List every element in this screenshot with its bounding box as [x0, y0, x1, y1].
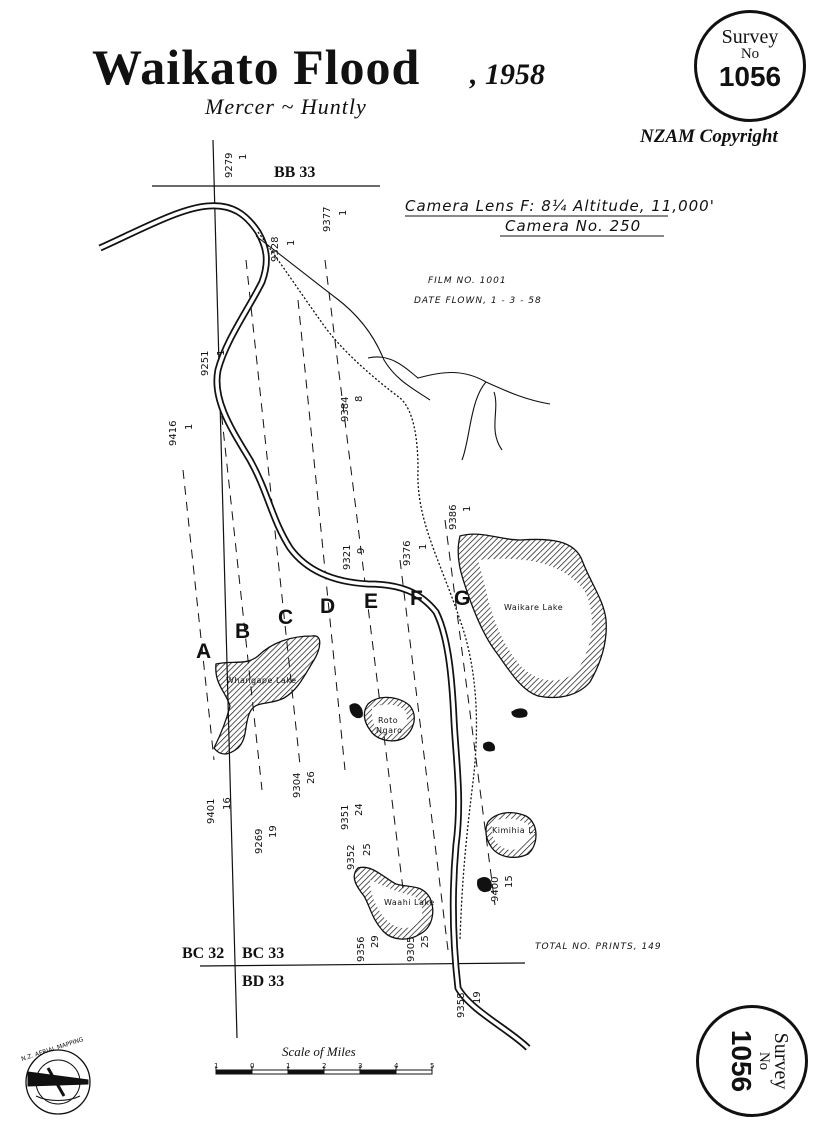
whangape-lake	[214, 636, 320, 754]
waikato-river	[100, 206, 528, 1048]
scale-tick: 2	[322, 1062, 327, 1070]
sheet-label-bc33: BC 33	[242, 945, 285, 962]
copyright-notice: NZAM Copyright	[640, 126, 778, 147]
scale-tick: 5	[430, 1062, 435, 1070]
photo-number: 9352	[346, 844, 357, 870]
film-number: FILM NO. 1001	[428, 276, 507, 286]
survey-word: Survey	[721, 26, 779, 48]
photo-number: 9251	[200, 350, 211, 376]
photo-frame: 29	[370, 935, 381, 948]
place-roto: Roto	[378, 716, 399, 725]
place-waahi-lake: Waahi Lake	[384, 898, 435, 907]
total-prints: TOTAL NO. PRINTS, 149	[535, 942, 662, 952]
photo-frame: 1	[418, 543, 429, 550]
photo-frame: 1	[216, 349, 227, 356]
photo-frame: 1	[286, 239, 297, 246]
place-kimihia-lake: Kimihia L.	[492, 826, 537, 835]
flight-lines	[183, 260, 495, 950]
map-subtitle: Mercer ~ Huntly	[205, 94, 367, 119]
photo-frame: 26	[306, 771, 317, 784]
survey-stamp-bottom	[696, 1005, 808, 1117]
strip-label-a: A	[196, 640, 212, 663]
photo-number: 9351	[340, 804, 351, 830]
photo-frame: 15	[504, 875, 515, 888]
photo-frame: 9	[356, 547, 367, 554]
photo-number: 9401	[206, 798, 217, 824]
scale-tick: 3	[358, 1062, 363, 1070]
grid-line-bottom	[200, 963, 525, 966]
survey-number: 1056	[726, 1029, 757, 1093]
scale-tick: 1	[214, 1062, 219, 1070]
strip-label-b: B	[235, 620, 251, 643]
survey-no: No	[740, 46, 760, 62]
photo-number: 9376	[402, 540, 413, 566]
strip-label-f: F	[410, 587, 423, 610]
flight-line-a	[183, 470, 214, 760]
sheet-label-bc32: BC 32	[182, 945, 225, 962]
photo-number: 9304	[292, 772, 303, 798]
scale-tick: 0	[250, 1062, 255, 1070]
photo-frame: 19	[268, 825, 279, 838]
sheet-label-bd33: BD 33	[242, 973, 285, 990]
photo-frame: 16	[222, 797, 233, 810]
map-title: Waikato Flood	[92, 39, 421, 95]
strip-label-d: D	[320, 595, 336, 618]
sheet-label-bb33: BB 33	[274, 164, 316, 181]
scale-title: Scale of Miles	[282, 1044, 356, 1059]
date-flown: DATE FLOWN, 1 - 3 - 58	[414, 296, 542, 306]
photo-frame: 1	[238, 153, 249, 160]
map-title-year: , 1958	[470, 58, 545, 91]
photo-frame: 1	[462, 505, 473, 512]
small-lake-2	[512, 709, 527, 717]
photo-number: 9377	[322, 206, 333, 232]
survey-stamp-top	[694, 10, 806, 122]
photo-frame: 24	[354, 803, 365, 816]
grid-line-vertical	[213, 140, 237, 1038]
logo-text: N.Z. AERIAL MAPPING	[20, 1036, 85, 1063]
place-ngaro: Ngaro	[376, 726, 403, 735]
camera-number: Camera No. 250	[505, 217, 642, 235]
photo-number: 9416	[168, 420, 179, 446]
flight-line-d	[298, 300, 345, 770]
small-lake-1	[350, 704, 362, 718]
survey-no: No	[756, 1051, 772, 1071]
photo-frame: 25	[420, 935, 431, 948]
scale-tick: 4	[394, 1062, 399, 1070]
photo-number: 9358	[456, 992, 467, 1018]
place-whangape-lake: Whangape Lake	[226, 676, 297, 685]
scale-tick: 1	[286, 1062, 291, 1070]
photo-frame: 1	[338, 209, 349, 216]
strip-label-e: E	[364, 590, 379, 613]
photo-number: 9321	[342, 544, 353, 570]
photo-frame: 19	[472, 991, 483, 1004]
photo-number: 9279	[224, 152, 235, 178]
photo-frame: 8	[354, 395, 365, 402]
photo-number: 9356	[356, 936, 367, 962]
photo-number: 9400	[490, 876, 501, 902]
photo-frame: 25	[362, 843, 373, 856]
photo-number: 9269	[254, 828, 265, 854]
aerial-mapping-logo	[26, 1050, 90, 1114]
place-waikare-lake: Waikare Lake	[504, 603, 564, 612]
strip-label-g: G	[454, 587, 471, 610]
photo-number: 9328	[270, 236, 281, 262]
photo-number: 9305	[406, 936, 417, 962]
photo-number: 9384	[340, 396, 351, 422]
small-lake-4	[484, 742, 495, 750]
strip-label-c: C	[278, 606, 294, 629]
survey-word: Survey	[770, 1032, 792, 1090]
streams	[256, 236, 550, 460]
survey-number: 1056	[718, 61, 782, 92]
camera-lens-altitude: Camera Lens F: 8¼ Altitude, 11,000'	[405, 197, 715, 215]
photo-frame: 1	[184, 423, 195, 430]
photo-number: 9386	[448, 504, 459, 530]
